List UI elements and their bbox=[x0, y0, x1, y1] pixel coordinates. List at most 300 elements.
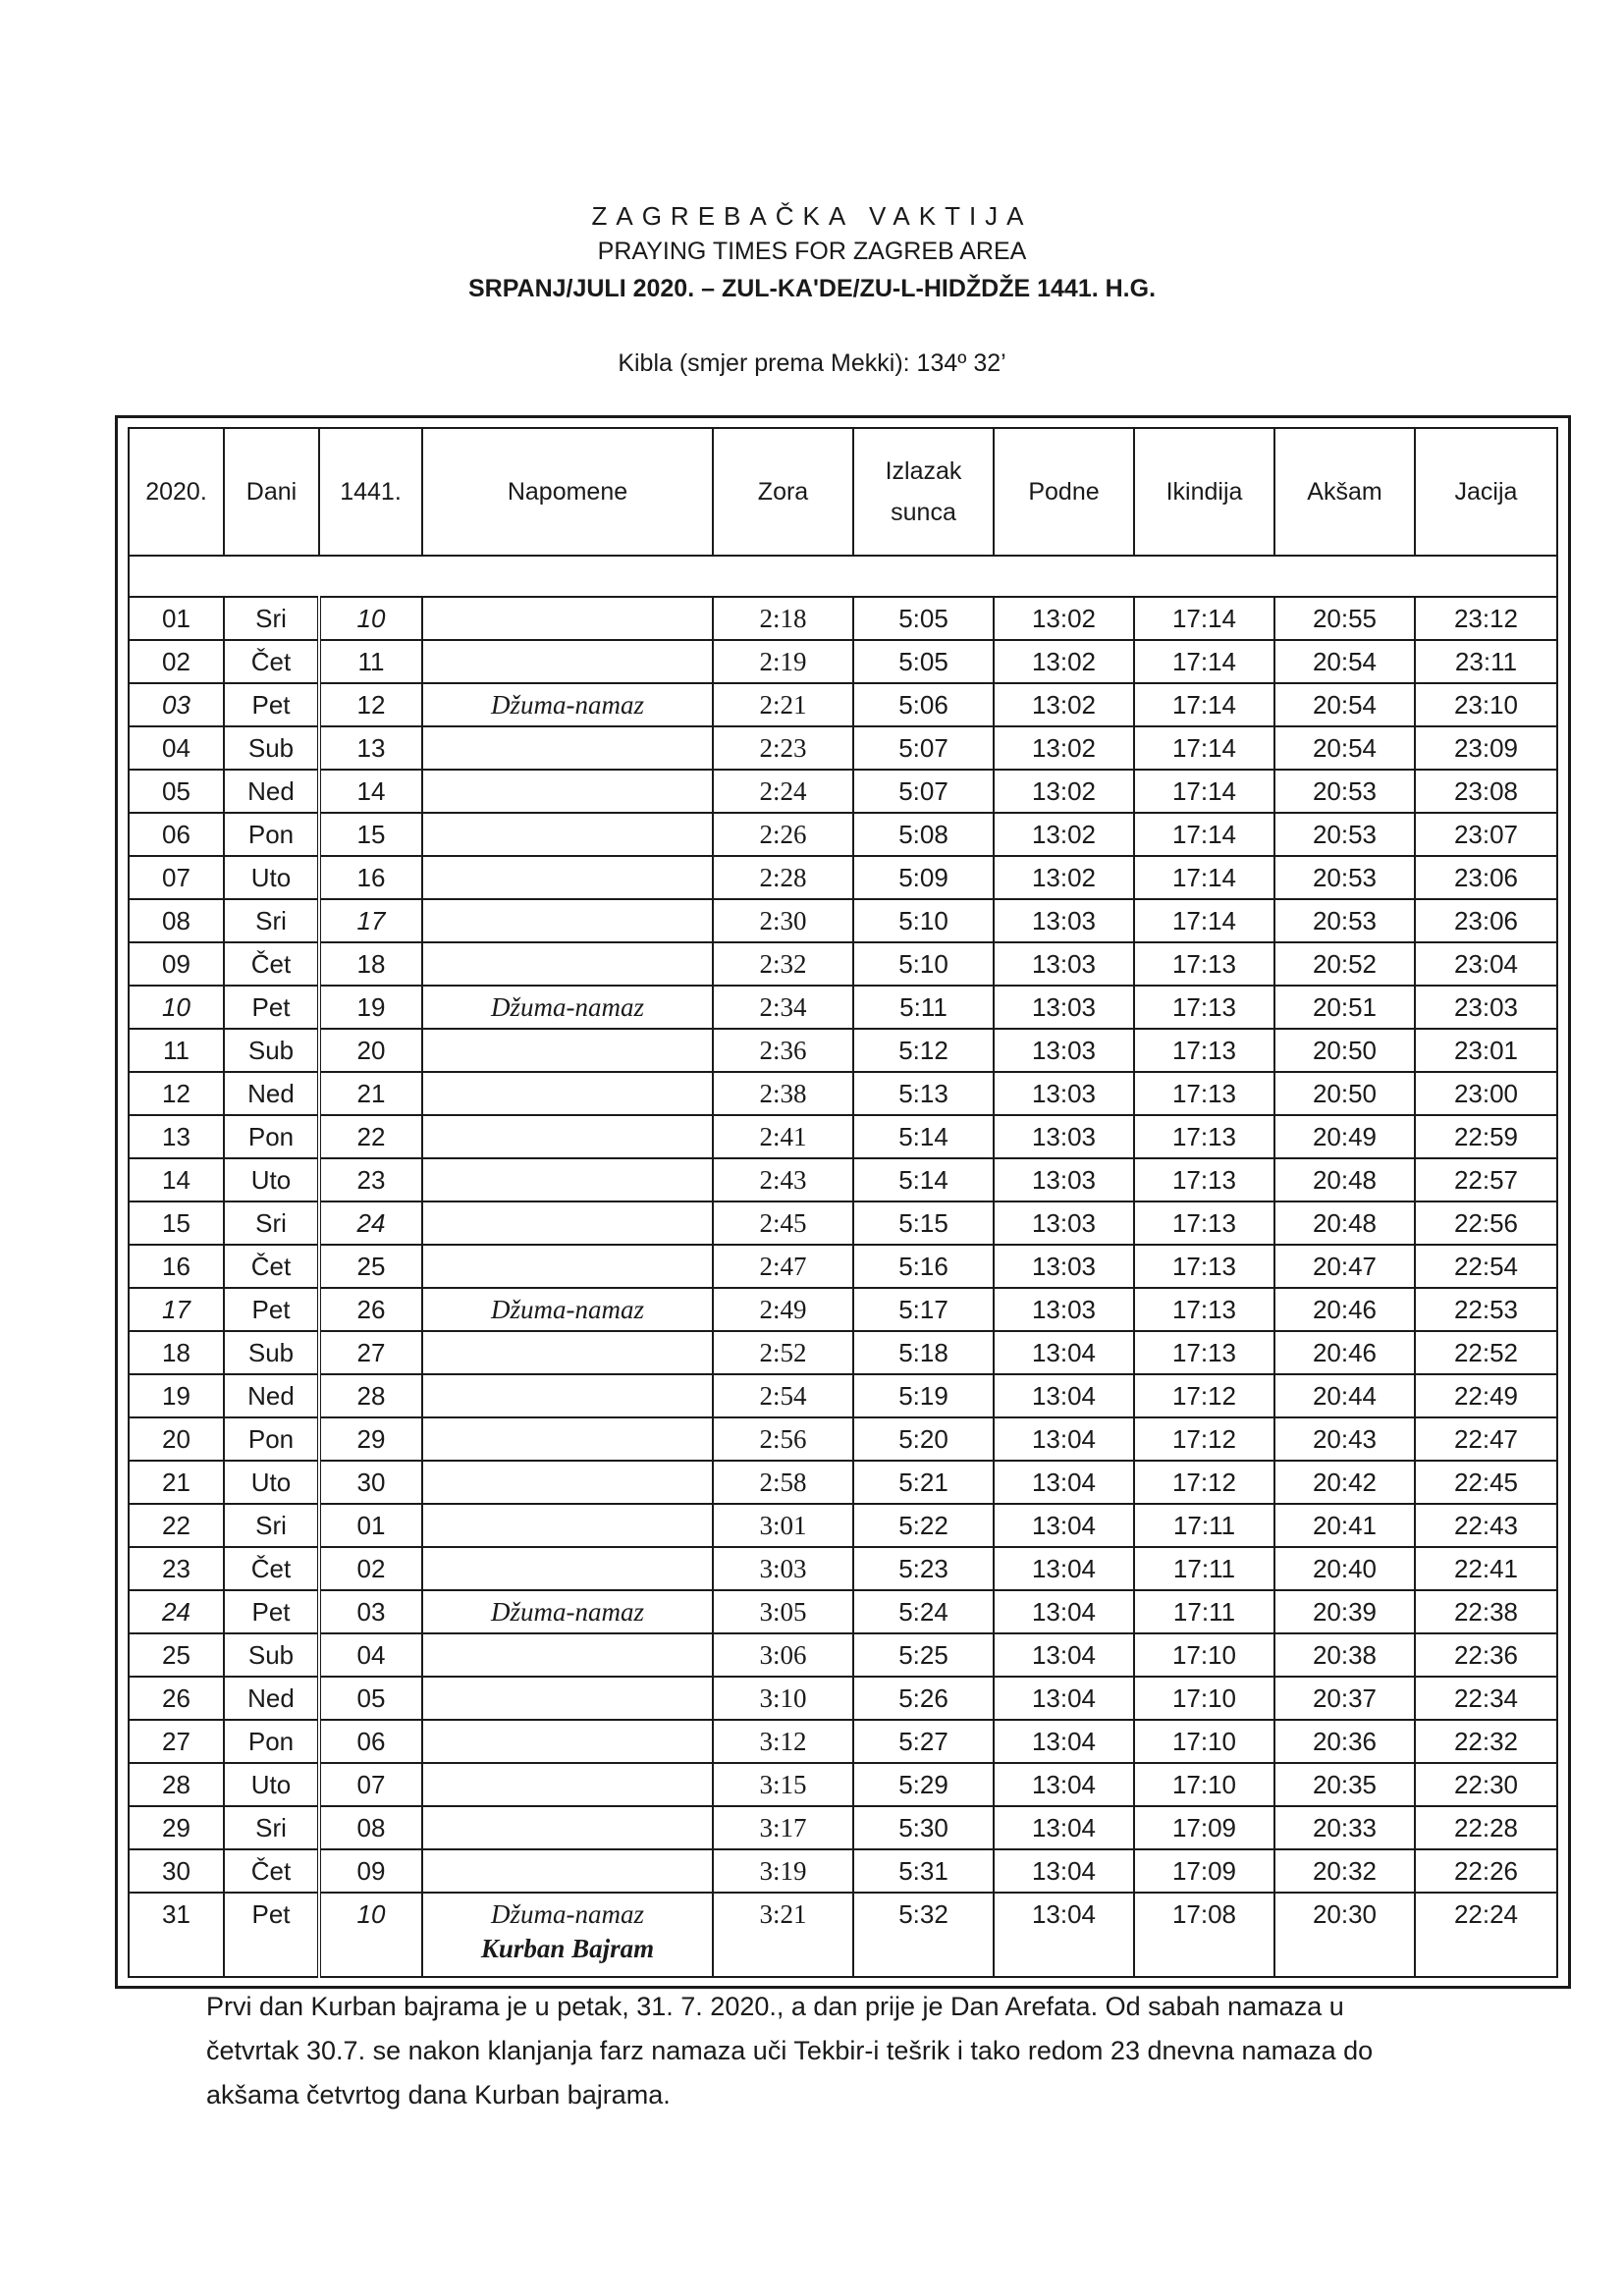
cell-ikindija bbox=[1134, 1374, 1274, 1417]
cell-hijri bbox=[319, 1763, 422, 1806]
cell-izlazak bbox=[853, 1461, 994, 1504]
cell-zora-text: 2:54 bbox=[759, 1380, 807, 1411]
cell-day bbox=[224, 1374, 319, 1417]
cell-hijri-text: 25 bbox=[356, 1251, 386, 1281]
cell-ikindija bbox=[1134, 1806, 1274, 1849]
cell-date bbox=[129, 899, 224, 942]
cell-jacija-text: 22:38 bbox=[1453, 1596, 1519, 1627]
cell-note bbox=[422, 1029, 713, 1072]
cell-ikindija bbox=[1134, 856, 1274, 899]
cell-ikindija bbox=[1134, 1547, 1274, 1590]
cell-zora bbox=[713, 1417, 853, 1461]
cell-date-text: 01 bbox=[162, 603, 190, 633]
cell-date-text: 18 bbox=[162, 1337, 190, 1367]
cell-jacija-text: 22:52 bbox=[1453, 1337, 1519, 1367]
cell-zora bbox=[713, 1288, 853, 1331]
cell-jacija bbox=[1415, 1677, 1557, 1720]
table-row bbox=[129, 1677, 1557, 1720]
cell-note bbox=[422, 1677, 713, 1720]
cell-date bbox=[129, 1417, 224, 1461]
cell-date-text: 20 bbox=[162, 1423, 190, 1454]
cell-jacija bbox=[1415, 1374, 1557, 1417]
cell-hijri bbox=[319, 1331, 422, 1374]
cell-day bbox=[224, 856, 319, 899]
cell-day bbox=[224, 1547, 319, 1590]
cell-day-text: Pon bbox=[247, 819, 295, 849]
cell-date-text: 06 bbox=[162, 819, 190, 849]
cell-aksam bbox=[1274, 986, 1415, 1029]
cell-zora-text: 3:05 bbox=[759, 1596, 807, 1627]
cell-jacija bbox=[1415, 1547, 1557, 1590]
cell-date-text: 07 bbox=[162, 862, 190, 892]
cell-date-text: 29 bbox=[162, 1812, 190, 1842]
cell-date bbox=[129, 1461, 224, 1504]
cell-podne-text: 13:03 bbox=[1031, 905, 1097, 935]
cell-day-text: Sri bbox=[255, 1207, 287, 1238]
cell-izlazak-text: 5:25 bbox=[898, 1639, 948, 1670]
cell-aksam-text: 20:44 bbox=[1312, 1380, 1378, 1411]
cell-aksam-text: 20:54 bbox=[1312, 646, 1378, 676]
cell-day bbox=[224, 1504, 319, 1547]
cell-aksam bbox=[1274, 1201, 1415, 1245]
cell-podne bbox=[994, 1547, 1134, 1590]
cell-aksam-text: 20:40 bbox=[1312, 1553, 1378, 1583]
cell-jacija bbox=[1415, 942, 1557, 986]
cell-podne-text: 13:03 bbox=[1031, 1251, 1097, 1281]
cell-izlazak bbox=[853, 726, 994, 770]
cell-aksam bbox=[1274, 1072, 1415, 1115]
cell-jacija-text: 23:09 bbox=[1453, 732, 1519, 763]
cell-izlazak bbox=[853, 1720, 994, 1763]
spacer-cell bbox=[129, 556, 1557, 597]
month-heading: SRPANJ/JULI 2020. – ZUL-KA'DE/ZU-L-HIDŽDŽE 1441. H.G. bbox=[467, 275, 1157, 302]
cell-note bbox=[422, 1417, 713, 1461]
cell-date-text: 14 bbox=[162, 1164, 190, 1195]
cell-hijri-text: 30 bbox=[356, 1467, 386, 1497]
cell-hijri-text: 11 bbox=[357, 646, 385, 676]
table-row bbox=[129, 1029, 1557, 1072]
cell-jacija-text: 22:59 bbox=[1453, 1121, 1519, 1151]
cell-aksam-text: 20:46 bbox=[1312, 1294, 1378, 1324]
cell-day-text: Pet bbox=[251, 1294, 291, 1324]
table-row bbox=[129, 1115, 1557, 1158]
cell-hijri bbox=[319, 986, 422, 1029]
cell-jacija bbox=[1415, 813, 1557, 856]
cell-izlazak-text: 5:24 bbox=[898, 1596, 948, 1627]
cell-zora bbox=[713, 1331, 853, 1374]
cell-zora bbox=[713, 640, 853, 683]
cell-jacija-text: 22:24 bbox=[1453, 1899, 1519, 1929]
cell-day bbox=[224, 986, 319, 1029]
cell-jacija-text: 22:36 bbox=[1453, 1639, 1519, 1670]
cell-hijri bbox=[319, 1849, 422, 1893]
cell-date-text: 15 bbox=[162, 1207, 190, 1238]
cell-hijri-text: 10 bbox=[356, 603, 386, 633]
cell-day bbox=[224, 1720, 319, 1763]
cell-ikindija-text: 17:12 bbox=[1171, 1423, 1237, 1454]
cell-podne-text: 13:04 bbox=[1031, 1812, 1097, 1842]
cell-hijri-text: 04 bbox=[356, 1639, 386, 1670]
cell-hijri-text: 23 bbox=[356, 1164, 386, 1195]
cell-jacija bbox=[1415, 1201, 1557, 1245]
cell-podne-text: 13:04 bbox=[1031, 1596, 1097, 1627]
cell-jacija-text: 23:06 bbox=[1453, 862, 1519, 892]
cell-date-text: 31 bbox=[162, 1899, 190, 1929]
cell-izlazak bbox=[853, 683, 994, 726]
cell-aksam-text: 20:53 bbox=[1312, 819, 1378, 849]
table-row bbox=[129, 942, 1557, 986]
cell-ikindija-text: 17:13 bbox=[1171, 1251, 1237, 1281]
cell-date bbox=[129, 813, 224, 856]
cell-aksam-text: 20:37 bbox=[1312, 1682, 1378, 1713]
cell-izlazak bbox=[853, 1158, 994, 1201]
cell-date bbox=[129, 1115, 224, 1158]
cell-jacija bbox=[1415, 1849, 1557, 1893]
cell-note bbox=[422, 1633, 713, 1677]
cell-jacija-text: 23:06 bbox=[1453, 905, 1519, 935]
cell-hijri-text: 13 bbox=[356, 732, 386, 763]
cell-izlazak bbox=[853, 813, 994, 856]
cell-date-text: 12 bbox=[162, 1078, 190, 1108]
cell-izlazak-text: 5:13 bbox=[898, 1078, 948, 1108]
cell-date bbox=[129, 986, 224, 1029]
col-header-notes: Napomene bbox=[422, 428, 713, 556]
cell-note bbox=[422, 597, 713, 640]
cell-note-text: Džuma-namaz bbox=[490, 689, 644, 720]
cell-jacija bbox=[1415, 1245, 1557, 1288]
cell-date bbox=[129, 1590, 224, 1633]
cell-hijri-text: 07 bbox=[356, 1769, 386, 1799]
cell-hijri bbox=[319, 856, 422, 899]
cell-day-text: Sri bbox=[255, 905, 287, 935]
cell-ikindija-text: 17:14 bbox=[1171, 862, 1237, 892]
cell-podne bbox=[994, 683, 1134, 726]
cell-zora-text: 2:43 bbox=[759, 1164, 807, 1195]
document-title: ZAGREBAČKA VAKTIJA bbox=[591, 201, 1033, 231]
cell-day bbox=[224, 1201, 319, 1245]
cell-hijri bbox=[319, 726, 422, 770]
cell-podne bbox=[994, 770, 1134, 813]
cell-zora-text: 2:21 bbox=[759, 689, 807, 720]
cell-aksam bbox=[1274, 1417, 1415, 1461]
cell-izlazak bbox=[853, 1115, 994, 1158]
cell-note bbox=[422, 1288, 713, 1331]
cell-izlazak-text: 5:27 bbox=[898, 1726, 948, 1756]
cell-day-text: Ned bbox=[247, 1682, 295, 1713]
cell-day bbox=[224, 1461, 319, 1504]
col-header-year: 2020. bbox=[129, 428, 224, 556]
cell-note-text: Džuma-namaz bbox=[490, 1294, 644, 1324]
cell-ikindija bbox=[1134, 1763, 1274, 1806]
cell-ikindija bbox=[1134, 1893, 1274, 1977]
cell-hijri-text: 29 bbox=[356, 1423, 386, 1454]
cell-day bbox=[224, 942, 319, 986]
cell-ikindija-text: 17:13 bbox=[1171, 948, 1237, 979]
prayer-times-table bbox=[128, 427, 1558, 1978]
cell-date-text: 03 bbox=[162, 689, 190, 720]
cell-day bbox=[224, 597, 319, 640]
cell-podne-text: 13:04 bbox=[1031, 1682, 1097, 1713]
cell-hijri bbox=[319, 1504, 422, 1547]
cell-hijri-text: 01 bbox=[356, 1510, 386, 1540]
cell-zora-text: 2:32 bbox=[759, 948, 807, 979]
cell-zora-text: 3:21 bbox=[759, 1899, 807, 1929]
cell-day bbox=[224, 1245, 319, 1288]
cell-note bbox=[422, 1763, 713, 1806]
cell-zora bbox=[713, 813, 853, 856]
cell-aksam-text: 20:49 bbox=[1312, 1121, 1378, 1151]
cell-zora bbox=[713, 597, 853, 640]
cell-note bbox=[422, 1158, 713, 1201]
cell-izlazak-text: 5:14 bbox=[898, 1121, 948, 1151]
cell-hijri bbox=[319, 942, 422, 986]
cell-date bbox=[129, 597, 224, 640]
cell-izlazak-text: 5:10 bbox=[898, 948, 948, 979]
cell-podne bbox=[994, 1849, 1134, 1893]
cell-aksam-text: 20:53 bbox=[1312, 905, 1378, 935]
table-row bbox=[129, 1417, 1557, 1461]
cell-date-text: 24 bbox=[162, 1596, 190, 1627]
cell-note bbox=[422, 1331, 713, 1374]
cell-ikindija-text: 17:14 bbox=[1171, 646, 1237, 676]
cell-aksam-text: 20:46 bbox=[1312, 1337, 1378, 1367]
cell-day-text: Uto bbox=[250, 1164, 292, 1195]
table-row bbox=[129, 1806, 1557, 1849]
cell-podne bbox=[994, 640, 1134, 683]
cell-zora bbox=[713, 1374, 853, 1417]
cell-zora bbox=[713, 1072, 853, 1115]
cell-izlazak-text: 5:21 bbox=[898, 1467, 948, 1497]
cell-aksam bbox=[1274, 942, 1415, 986]
cell-ikindija-text: 17:13 bbox=[1171, 1207, 1237, 1238]
cell-day bbox=[224, 1417, 319, 1461]
cell-date bbox=[129, 1720, 224, 1763]
cell-zora-text: 2:24 bbox=[759, 775, 807, 806]
cell-aksam bbox=[1274, 1547, 1415, 1590]
cell-podne bbox=[994, 1677, 1134, 1720]
cell-podne bbox=[994, 597, 1134, 640]
cell-date bbox=[129, 683, 224, 726]
cell-day-text: Pon bbox=[247, 1726, 295, 1756]
cell-ikindija-text: 17:13 bbox=[1171, 991, 1237, 1022]
cell-hijri bbox=[319, 1029, 422, 1072]
cell-ikindija-text: 17:09 bbox=[1171, 1855, 1237, 1886]
cell-podne bbox=[994, 1590, 1134, 1633]
cell-jacija bbox=[1415, 1158, 1557, 1201]
cell-date-text: 28 bbox=[162, 1769, 190, 1799]
cell-aksam bbox=[1274, 1763, 1415, 1806]
table-row bbox=[129, 1245, 1557, 1288]
cell-ikindija bbox=[1134, 1201, 1274, 1245]
cell-day-text: Pet bbox=[251, 991, 291, 1022]
cell-zora-text: 3:10 bbox=[759, 1682, 807, 1713]
cell-note bbox=[422, 770, 713, 813]
cell-day-text: Uto bbox=[250, 862, 292, 892]
cell-day-text: Čet bbox=[250, 948, 292, 979]
cell-note bbox=[422, 856, 713, 899]
cell-podne bbox=[994, 1504, 1134, 1547]
cell-zora-text: 2:34 bbox=[759, 991, 807, 1022]
cell-jacija-text: 23:03 bbox=[1453, 991, 1519, 1022]
cell-ikindija bbox=[1134, 770, 1274, 813]
cell-aksam bbox=[1274, 1806, 1415, 1849]
cell-hijri-text: 19 bbox=[356, 991, 386, 1022]
cell-jacija bbox=[1415, 1590, 1557, 1633]
cell-zora bbox=[713, 1245, 853, 1288]
cell-jacija-text: 22:54 bbox=[1453, 1251, 1519, 1281]
cell-hijri bbox=[319, 1245, 422, 1288]
table-row bbox=[129, 1158, 1557, 1201]
table-row bbox=[129, 813, 1557, 856]
cell-jacija bbox=[1415, 770, 1557, 813]
cell-zora-text: 2:18 bbox=[759, 603, 807, 633]
cell-izlazak-text: 5:32 bbox=[898, 1899, 948, 1929]
cell-day bbox=[224, 1331, 319, 1374]
cell-note-text: Džuma-namaz bbox=[490, 991, 644, 1022]
cell-podne bbox=[994, 813, 1134, 856]
cell-day-text: Ned bbox=[247, 1380, 295, 1411]
cell-hijri bbox=[319, 813, 422, 856]
cell-jacija bbox=[1415, 986, 1557, 1029]
cell-podne bbox=[994, 1245, 1134, 1288]
cell-izlazak-text: 5:16 bbox=[898, 1251, 948, 1281]
cell-jacija bbox=[1415, 1331, 1557, 1374]
cell-ikindija-text: 17:11 bbox=[1172, 1553, 1236, 1583]
cell-jacija bbox=[1415, 640, 1557, 683]
cell-hijri-text: 17 bbox=[356, 905, 386, 935]
col-header-izlazak-line1: Izlazak bbox=[885, 457, 962, 485]
cell-ikindija bbox=[1134, 942, 1274, 986]
cell-izlazak-text: 5:05 bbox=[898, 646, 948, 676]
cell-day-text: Sri bbox=[255, 603, 287, 633]
cell-podne bbox=[994, 856, 1134, 899]
cell-date bbox=[129, 1547, 224, 1590]
cell-zora bbox=[713, 1806, 853, 1849]
cell-podne bbox=[994, 1201, 1134, 1245]
cell-ikindija bbox=[1134, 597, 1274, 640]
cell-note-text: Džuma-namaz bbox=[490, 1899, 644, 1929]
cell-podne bbox=[994, 1288, 1134, 1331]
cell-jacija bbox=[1415, 683, 1557, 726]
cell-zora bbox=[713, 899, 853, 942]
col-header-izlazak-line2: sunca bbox=[891, 499, 956, 526]
cell-aksam bbox=[1274, 1029, 1415, 1072]
table-row bbox=[129, 770, 1557, 813]
cell-hijri-text: 16 bbox=[356, 862, 386, 892]
cell-jacija-text: 22:26 bbox=[1453, 1855, 1519, 1886]
cell-hijri bbox=[319, 1417, 422, 1461]
cell-ikindija bbox=[1134, 1115, 1274, 1158]
cell-podne bbox=[994, 942, 1134, 986]
cell-hijri-text: 08 bbox=[356, 1812, 386, 1842]
col-header-podne: Podne bbox=[994, 428, 1134, 556]
table-row bbox=[129, 986, 1557, 1029]
cell-date-text: 17 bbox=[162, 1294, 190, 1324]
cell-day bbox=[224, 1806, 319, 1849]
cell-date-text: 21 bbox=[162, 1467, 190, 1497]
cell-note bbox=[422, 1849, 713, 1893]
cell-aksam-text: 20:47 bbox=[1312, 1251, 1378, 1281]
table-row bbox=[129, 1547, 1557, 1590]
cell-day bbox=[224, 1893, 319, 1977]
cell-izlazak bbox=[853, 1072, 994, 1115]
cell-date-text: 25 bbox=[162, 1639, 190, 1670]
cell-zora bbox=[713, 1201, 853, 1245]
cell-day bbox=[224, 770, 319, 813]
table-row bbox=[129, 856, 1557, 899]
cell-podne-text: 13:04 bbox=[1031, 1467, 1097, 1497]
cell-note bbox=[422, 1547, 713, 1590]
cell-day-text: Uto bbox=[250, 1467, 292, 1497]
cell-izlazak-text: 5:12 bbox=[898, 1035, 948, 1065]
cell-podne-text: 13:04 bbox=[1031, 1380, 1097, 1411]
cell-ikindija bbox=[1134, 1029, 1274, 1072]
cell-izlazak bbox=[853, 1417, 994, 1461]
cell-date-text: 22 bbox=[162, 1510, 190, 1540]
cell-podne-text: 13:03 bbox=[1031, 1035, 1097, 1065]
cell-zora bbox=[713, 1849, 853, 1893]
table-row bbox=[129, 1461, 1557, 1504]
cell-ikindija bbox=[1134, 640, 1274, 683]
cell-jacija-text: 22:30 bbox=[1453, 1769, 1519, 1799]
cell-aksam bbox=[1274, 1504, 1415, 1547]
cell-jacija-text: 22:43 bbox=[1453, 1510, 1519, 1540]
col-header-izlazak bbox=[853, 428, 994, 556]
cell-ikindija-text: 17:12 bbox=[1171, 1380, 1237, 1411]
cell-jacija-text: 22:45 bbox=[1453, 1467, 1519, 1497]
cell-ikindija-text: 17:08 bbox=[1171, 1899, 1237, 1929]
kibla-direction: Kibla (smjer prema Mekki): 134º 32’ bbox=[618, 349, 1006, 377]
cell-note bbox=[422, 1806, 713, 1849]
cell-day-text: Sri bbox=[255, 1812, 287, 1842]
cell-hijri bbox=[319, 1374, 422, 1417]
table-row bbox=[129, 726, 1557, 770]
cell-day-text: Čet bbox=[250, 1251, 292, 1281]
cell-zora bbox=[713, 1547, 853, 1590]
cell-podne-text: 13:04 bbox=[1031, 1337, 1097, 1367]
cell-hijri-text: 24 bbox=[356, 1207, 386, 1238]
cell-date bbox=[129, 1374, 224, 1417]
cell-jacija-text: 22:34 bbox=[1453, 1682, 1519, 1713]
cell-day bbox=[224, 1072, 319, 1115]
cell-ikindija-text: 17:14 bbox=[1171, 603, 1237, 633]
cell-hijri bbox=[319, 1072, 422, 1115]
cell-aksam-text: 20:39 bbox=[1312, 1596, 1378, 1627]
cell-ikindija bbox=[1134, 1849, 1274, 1893]
cell-hijri bbox=[319, 770, 422, 813]
cell-jacija bbox=[1415, 899, 1557, 942]
cell-zora-text: 3:19 bbox=[759, 1855, 807, 1886]
cell-day bbox=[224, 813, 319, 856]
cell-hijri bbox=[319, 640, 422, 683]
cell-aksam-text: 20:51 bbox=[1312, 991, 1378, 1022]
cell-note bbox=[422, 1374, 713, 1417]
cell-day-text: Sub bbox=[247, 1035, 295, 1065]
cell-zora-text: 2:58 bbox=[759, 1467, 807, 1497]
cell-izlazak-text: 5:11 bbox=[899, 991, 947, 1022]
cell-hijri bbox=[319, 1201, 422, 1245]
cell-hijri-text: 02 bbox=[356, 1553, 386, 1583]
cell-ikindija-text: 17:13 bbox=[1171, 1035, 1237, 1065]
cell-date-text: 23 bbox=[162, 1553, 190, 1583]
cell-ikindija bbox=[1134, 1072, 1274, 1115]
cell-ikindija bbox=[1134, 1331, 1274, 1374]
cell-hijri bbox=[319, 1720, 422, 1763]
cell-zora-text: 2:36 bbox=[759, 1035, 807, 1065]
cell-zora bbox=[713, 1158, 853, 1201]
cell-izlazak bbox=[853, 1245, 994, 1288]
col-header-aksam: Akšam bbox=[1274, 428, 1415, 556]
